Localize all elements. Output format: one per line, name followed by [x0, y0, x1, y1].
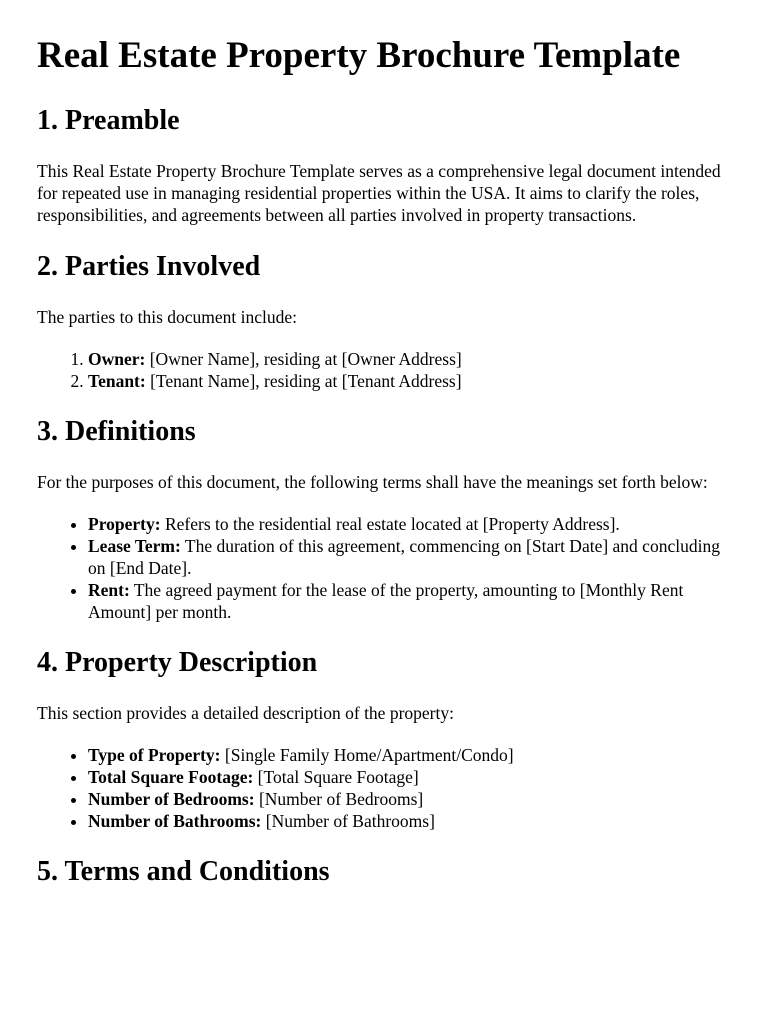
section-heading: 3. Definitions: [37, 416, 196, 447]
list-item: [88, 579, 734, 623]
term-text: [Tenant Name], residing at [Tenant Address]: [145, 371, 462, 391]
list-item: [88, 348, 734, 370]
list-item: [88, 513, 734, 535]
term-label: Number of Bathrooms:: [88, 811, 262, 831]
term-label: Tenant:: [88, 371, 146, 391]
term-label: Owner:: [88, 349, 146, 369]
paragraph: The parties to this document include:: [37, 307, 298, 327]
section-preamble: [37, 104, 734, 226]
section-property-description: [37, 646, 734, 832]
section-definitions: [37, 415, 734, 623]
term-text: The duration of this agreement, commencing on [Start Date] and concluding on [End Date].: [88, 536, 720, 578]
list-item: [88, 370, 734, 392]
list-item: [88, 788, 734, 810]
section-parties: [37, 250, 734, 392]
term-label: Lease Term:: [88, 536, 181, 556]
section-terms: [37, 855, 734, 889]
term-label: Rent:: [88, 580, 130, 600]
list-item: [88, 744, 734, 766]
term-text: The agreed payment for the lease of the property, amounting to [Monthly Rent Amount] per month.: [88, 580, 684, 622]
term-label: Property:: [88, 514, 161, 534]
term-label: Type of Property:: [88, 745, 221, 765]
term-text: [Number of Bedrooms]: [254, 789, 424, 809]
document-title: Real Estate Property Brochure Template: [37, 35, 681, 76]
paragraph: This section provides a detailed description of the property:: [37, 703, 454, 723]
list-item: [88, 535, 734, 579]
numbered-list: [37, 348, 734, 392]
list-item: [88, 766, 734, 788]
bullet-list: [37, 744, 734, 832]
term-text: [Owner Name], residing at [Owner Address]: [145, 349, 462, 369]
section-heading: 1. Preamble: [37, 105, 180, 136]
term-label: Total Square Footage:: [88, 767, 254, 787]
term-text: [Single Family Home/Apartment/Condo]: [220, 745, 514, 765]
paragraph: This Real Estate Property Brochure Template serves as a comprehensive legal document intended for repeated use in managing residential properties within the USA. It aims to clarify the roles, responsibilities, and agreements between all parties involved in property transactions.: [37, 161, 721, 225]
section-heading: 5. Terms and Conditions: [37, 856, 330, 887]
list-item: [88, 810, 734, 832]
term-text: Refers to the residential real estate located at [Property Address].: [160, 514, 620, 534]
section-heading: 4. Property Description: [37, 647, 318, 678]
section-heading: 2. Parties Involved: [37, 251, 261, 282]
term-label: Number of Bedrooms:: [88, 789, 255, 809]
bullet-list: [37, 513, 734, 623]
term-text: [Number of Bathrooms]: [261, 811, 435, 831]
paragraph: For the purposes of this document, the following terms shall have the meanings set forth below:: [37, 472, 708, 492]
term-text: [Total Square Footage]: [253, 767, 419, 787]
